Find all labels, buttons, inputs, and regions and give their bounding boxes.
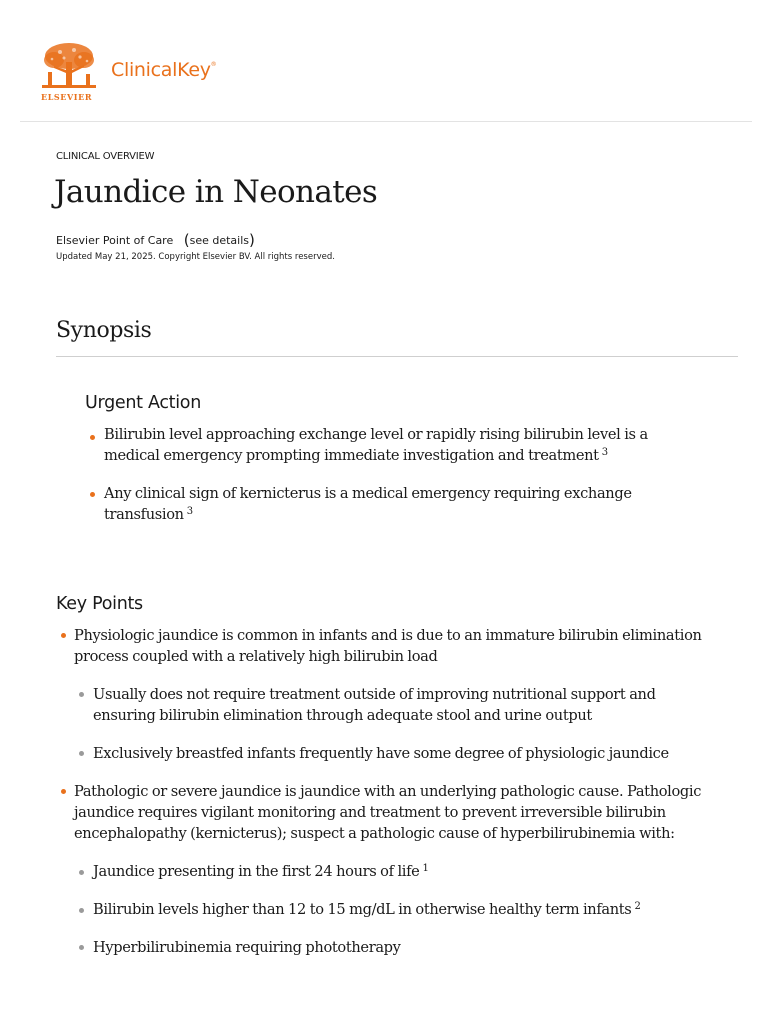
reference-link[interactable]: 2 bbox=[634, 901, 641, 912]
page-title: Jaundice in Neonates bbox=[54, 174, 378, 210]
reference-link[interactable]: 3 bbox=[601, 447, 608, 458]
list-item: Pathologic or severe jaundice is jaundice with an underlying pathologic cause. Pathologic jaundice requires vigilant monitoring and treatment to prevent irreversible bilirubin encephalopathy (kernicterus); suspect a pathologic cause of hyperbilirubinemia with: bbox=[74, 783, 702, 842]
synopsis-heading: Synopsis bbox=[56, 318, 152, 343]
sub-bullet-icon bbox=[79, 751, 84, 756]
list-item: Any clinical sign of kernicterus is a medical emergency requiring exchange transfusion $^3$ bbox=[104, 485, 632, 523]
bullet-icon bbox=[90, 435, 95, 440]
clinicalkey-logo[interactable] bbox=[40, 42, 240, 102]
sub-bullet-icon bbox=[79, 692, 84, 697]
registered-mark: ® bbox=[210, 61, 217, 68]
sub-bullet-icon bbox=[79, 870, 84, 875]
see-details-link[interactable]: see details bbox=[189, 234, 250, 247]
urgent-action-heading: Urgent Action bbox=[85, 393, 201, 413]
list-item: Hyperbilirubinemia requiring phototherapy bbox=[93, 939, 401, 956]
brand-name: ClinicalKey® bbox=[111, 59, 217, 81]
key-points-heading: Key Points bbox=[56, 594, 143, 614]
bullet-icon bbox=[90, 492, 95, 497]
reference-link[interactable]: 3 bbox=[186, 506, 193, 517]
source-name: Elsevier Point of Care bbox=[56, 234, 174, 247]
header-divider bbox=[20, 121, 752, 122]
sub-bullet-icon bbox=[79, 945, 84, 950]
list-item: Bilirubin level approaching exchange level or rapidly rising bilirubin level is a medical emergency prompting immediate investigation and treatment $^3$ bbox=[104, 426, 648, 464]
bullet-icon bbox=[61, 789, 66, 794]
byline: Elsevier Point of Care (see details) bbox=[56, 231, 255, 249]
sub-bullet-icon bbox=[79, 908, 84, 913]
elsevier-tree-logo bbox=[40, 42, 98, 90]
content-category: CLINICAL OVERVIEW bbox=[56, 151, 155, 162]
list-item: Physiologic jaundice is common in infants and is due to an immature bilirubin elimination process coupled with a relatively high bilirubin load bbox=[74, 627, 702, 665]
list-item: Jaundice presenting in the first 24 hours of life $^1$ bbox=[93, 863, 429, 880]
updated-notice: Updated May 21, 2025. Copyright Elsevier BV. All rights reserved. bbox=[56, 252, 335, 262]
bullet-icon bbox=[61, 633, 66, 638]
list-item: Bilirubin levels higher than 12 to 15 mg/dL in otherwise healthy term infants $^2$ bbox=[93, 901, 641, 918]
list-item: Exclusively breastfed infants frequently have some degree of physiologic jaundice bbox=[93, 745, 669, 762]
list-item: Usually does not require treatment outside of improving nutritional support and ensuring bilirubin elimination through adequate stool and urine output bbox=[93, 686, 656, 724]
reference-link[interactable]: 1 bbox=[422, 863, 429, 874]
synopsis-divider bbox=[56, 356, 738, 357]
elsevier-wordmark: ELSEVIER bbox=[41, 92, 93, 102]
